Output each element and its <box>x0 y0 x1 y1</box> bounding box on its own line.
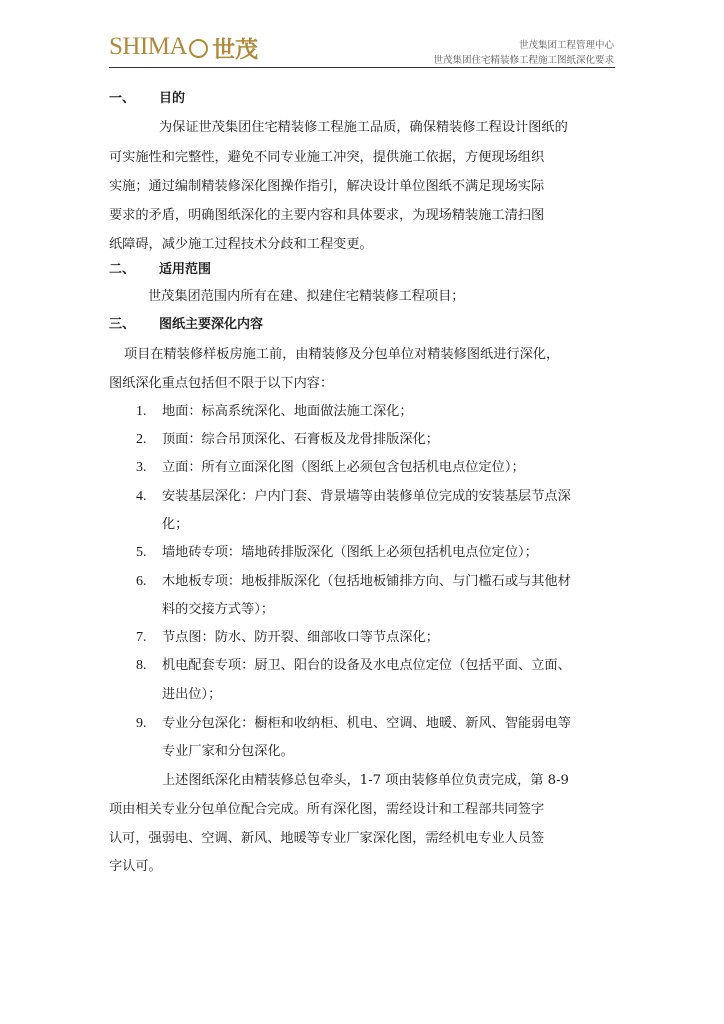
list-item-text: 节点图：防水、防开裂、细部收口等节点深化； <box>162 630 439 645</box>
list-item-number: 7. <box>136 630 147 645</box>
list-item-text: 墙地砖专项：墙地砖排版深化（图纸上必须包括机电点位定位）； <box>162 545 538 560</box>
list-item-number: 9. <box>136 716 147 731</box>
list-item-text: 化； <box>162 517 189 532</box>
list-item-number: 6. <box>136 574 147 589</box>
section-3-number: 三、 <box>109 317 136 332</box>
list-item-number: 1. <box>136 404 147 419</box>
section-1-number: 一、 <box>109 91 136 106</box>
list-item-text: 机电配套专项：厨卫、阳台的设备及水电点位定位（包括平面、立面、 <box>162 658 571 673</box>
closing-line: 认可，强弱电、空调、新风、地暖等专业厂家深化图，需经机电专业人员签 <box>109 831 545 846</box>
list-item-number: 8. <box>136 658 147 673</box>
section-3-line: 图纸深化重点包括但不限于以下内容： <box>109 376 334 391</box>
section-1-line: 纸障碍，减少施工过程技术分歧和工程变更。 <box>109 237 373 252</box>
section-1-title: 目的 <box>159 91 186 106</box>
list-item-text: 专业厂家和分包深化。 <box>162 744 294 759</box>
header-org: 世茂集团工程管理中心 <box>518 40 614 51</box>
list-item-number: 5. <box>136 545 147 560</box>
section-3-line: 项目在精装修样板房施工前，由精装修及分包单位对精装修图纸进行深化， <box>124 347 560 362</box>
list-item-text: 专业分包深化：橱柜和收纳柜、机电、空调、地暖、新风、智能弱电等 <box>162 716 571 731</box>
list-item-text: 立面：所有立面深化图（图纸上必须包含包括机电点位定位）； <box>162 460 525 475</box>
section-1-line: 实施；通过编制精装修深化图操作指引，解决设计单位图纸不满足现场实际 <box>109 179 545 194</box>
logo-text: SHIMA <box>109 33 188 60</box>
list-item-text: 地面：标高系统深化、地面做法施工深化； <box>162 404 413 419</box>
logo-cn-text: 世茂 <box>212 36 259 63</box>
section-2-number: 二、 <box>109 262 136 277</box>
logo-circle-icon <box>189 39 208 58</box>
list-item-text: 顶面：综合吊顶深化、石膏板及龙骨排版深化； <box>162 432 439 447</box>
section-1-line: 为保证世茂集团住宅精装修工程施工品质，确保精装修工程设计图纸的 <box>159 120 568 135</box>
closing-line: 上述图纸深化由精装修总包牵头，1-7 项由装修单位负责完成，第 8-9 <box>162 773 569 788</box>
header-rule <box>109 67 615 68</box>
list-item-text: 进出位）； <box>162 687 222 702</box>
section-1-line: 要求的矛盾，明确图纸深化的主要内容和具体要求，为现场精装施工清扫图 <box>109 208 545 223</box>
section-3-title: 图纸主要深化内容 <box>159 317 264 332</box>
list-item-text: 安装基层深化：户内门套、背景墙等由装修单位完成的安装基层节点深 <box>162 489 571 504</box>
shimao-logo <box>109 30 258 64</box>
section-1-line: 可实施性和完整性，避免不同专业施工冲突，提供施工依据，方便现场组织 <box>109 150 545 165</box>
header-doc-title: 世茂集团住宅精装修工程施工图纸深化要求 <box>433 55 614 66</box>
list-item-number: 2. <box>136 432 147 447</box>
section-2-title: 适用范围 <box>159 262 212 277</box>
list-item-text: 料的交接方式等）； <box>162 602 275 617</box>
list-item-number: 3. <box>136 460 147 475</box>
list-item-text: 木地板专项：地板排版深化（包括地板铺排方向、与门槛石或与其他材 <box>162 574 571 589</box>
section-2-line: 世茂集团范围内所有在建、拟建住宅精装修工程项目； <box>148 289 465 304</box>
closing-line: 项由相关专业分包单位配合完成。所有深化图，需经设计和工程部共同签字 <box>109 802 545 817</box>
closing-line: 字认可。 <box>109 859 162 874</box>
list-item-number: 4. <box>136 489 147 504</box>
